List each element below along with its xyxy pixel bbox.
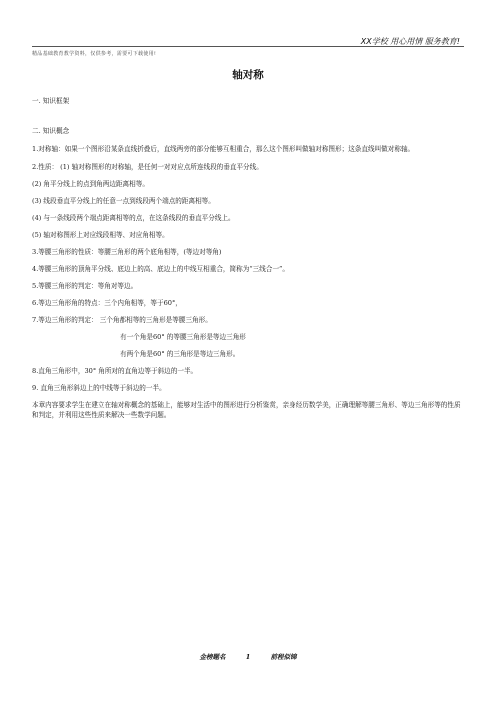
paragraph-summary: 本章内容要求学生在建立在轴对称概念的基础上，能够对生活中的图形进行分析鉴赏，亲身经历数学美，正确理解等腰三角形、等边三角形等的性质和判定，并利用这些性质来解决一些数学问题。	[32, 401, 461, 419]
page-footer	[0, 652, 496, 661]
paragraph-property-4: (4) 与一条线段两个端点距离相等的点，在这条线段的垂直平分线上。	[32, 214, 235, 222]
paragraph-right-triangle-median: 9. 直角三角形斜边上的中线等于斜边的一半。	[32, 384, 166, 392]
paragraph-right-triangle-30: 8.直角三角形中，30° 角所对的直角边等于斜边的一半。	[32, 367, 198, 375]
paragraph-property-1: 2.性质： (1) 轴对称图形的对称轴，是任何一对对应点所连线段的垂直平分线。	[32, 163, 263, 171]
footer-left-motto: 金榜题名	[199, 653, 226, 661]
section-heading-framework: 一. 知识框架	[32, 97, 70, 105]
header-school-slogan: XX学校 用心用情 服务教育!	[360, 37, 460, 46]
paragraph-property-5: (5) 轴对称图形上对应线段相等、对应角相等。	[32, 231, 169, 239]
paragraph-property-3: (3) 线段垂直平分线上的任意一点到线段两个端点的距离相等。	[32, 197, 215, 205]
paragraph-equilateral-criterion-2: 有一个角是60° 的等腰三角形是等边三角形	[120, 333, 246, 341]
paragraph-isosceles-criterion: 5.等腰三角形的判定：等角对等边。	[32, 282, 138, 290]
paragraph-equilateral-angles: 6.等边三角形角的特点：三个内角相等，等于60°，	[32, 299, 182, 307]
paragraph-axis-definition: 1.对称轴：如果一个图形沿某条直线折叠后，直线两旁的部分能够互相重合，那么这个图形叫做轴对称图形；这条直线叫做对称轴。	[32, 145, 415, 153]
document-body	[32, 96, 466, 420]
page-number: 1	[245, 653, 251, 661]
paragraph-three-lines: 4.等腰三角形的顶角平分线、底边上的高、底边上的中线互相重合，简称为“三线合一”。	[32, 265, 289, 273]
header-disclaimer: 精品基础教育教学资料，仅供参考，需要可下载使用!	[32, 51, 157, 57]
section-heading-concepts: 二. 知识概念	[32, 127, 70, 135]
paragraph-isosceles-property: 3.等腰三角形的性质：等腰三角形的两个底角相等，(等边对等角)	[32, 248, 222, 256]
footer-right-motto: 前程似锦	[270, 653, 297, 661]
header-divider	[32, 46, 464, 47]
paragraph-equilateral-criterion-3: 有两个角是60° 的三角形是等边三角形。	[120, 350, 240, 358]
page-title: 轴对称	[232, 69, 264, 81]
paragraph-equilateral-criterion: 7.等边三角形的判定： 三个角都相等的三角形是等腰三角形。	[32, 316, 212, 324]
paragraph-property-2: (2) 角平分线上的点到角两边距离相等。	[32, 180, 149, 188]
